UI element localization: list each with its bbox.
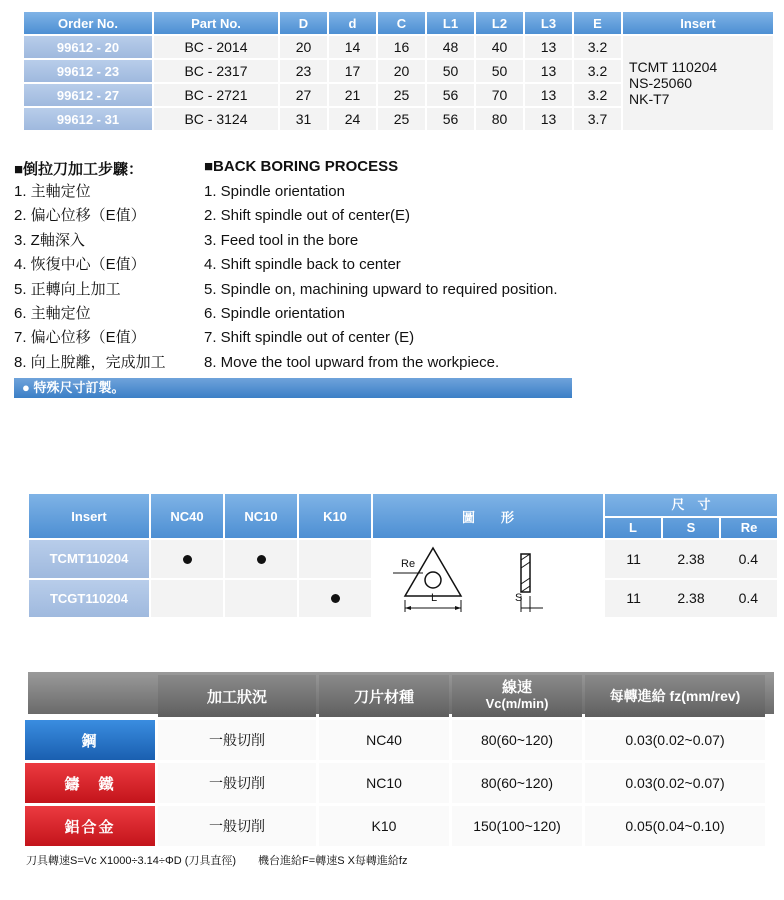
parts-table xyxy=(22,10,775,132)
figure-label-re: Re xyxy=(401,558,416,570)
header-part-no: Part No. xyxy=(154,12,278,34)
step-en: 7. Shift spindle out of center (E) xyxy=(204,329,415,347)
step-zh: 7. 偏心位移（E值） xyxy=(14,329,146,347)
process-title-en: ■BACK BORING PROCESS xyxy=(204,158,399,175)
material-steel: 鋼 xyxy=(25,720,155,760)
cell-L1: 48 xyxy=(427,36,474,58)
cell-feed: 0.05(0.04~0.10) xyxy=(585,806,765,846)
header-L2: L2 xyxy=(476,12,523,34)
insert-line: NS-25060 xyxy=(629,75,693,91)
cell-D: 27 xyxy=(280,84,327,106)
order-no: 99612 - 27 xyxy=(24,84,152,106)
part-no: BC - 2317 xyxy=(154,60,278,82)
cell-grade: K10 xyxy=(319,806,449,846)
order-no: 99612 - 20 xyxy=(24,36,152,58)
speed-label: 線速 xyxy=(501,679,532,696)
cell-d: 21 xyxy=(329,84,376,106)
header-feed: 每轉進給 fz(mm/rev) xyxy=(585,675,765,717)
cell-condition: 一般切削 xyxy=(158,806,316,846)
process-title-zh: ■倒拉刀加工步驟： xyxy=(14,161,144,178)
step-en: 6. Spindle orientation xyxy=(204,304,345,322)
cell-E: 3.2 xyxy=(574,60,621,82)
dimensions-title: 尺 寸 xyxy=(671,497,711,512)
header-insert: Insert xyxy=(623,12,773,34)
dim-header-Re: Re xyxy=(740,520,758,535)
available-dot-icon xyxy=(183,555,192,564)
insert-name: TCGT110204 xyxy=(29,580,149,618)
available-dot-icon xyxy=(331,594,340,603)
material-aluminum-alloy: 鋁合金 xyxy=(25,806,155,846)
cell-condition: 一般切削 xyxy=(158,763,316,803)
custom-size-note: ● 特殊尺寸訂製。 xyxy=(22,380,125,395)
cell-nc10 xyxy=(225,540,297,578)
cell-L2: 40 xyxy=(476,36,523,58)
header-L1: L1 xyxy=(427,12,474,34)
table-row xyxy=(25,806,765,846)
header-dimensions xyxy=(605,494,777,538)
material-cast-iron: 鑄 鐵 xyxy=(25,763,155,803)
formula-note: 刀具轉速S=Vc X1000÷3.14÷ΦD (刀具直徑) 機台進給F=轉速S X每轉進給fz xyxy=(26,855,408,867)
order-no: 99612 - 23 xyxy=(24,60,152,82)
cell-L2: 80 xyxy=(476,108,523,130)
dimension-cells xyxy=(605,540,777,578)
cell-Re: 0.4 xyxy=(738,590,759,607)
cell-E: 3.2 xyxy=(574,84,621,106)
step-en: 5. Spindle on, machining upward to required position. xyxy=(204,280,558,298)
cell-L1: 56 xyxy=(427,108,474,130)
cell-nc10 xyxy=(225,580,297,618)
cell-k10 xyxy=(299,540,371,578)
header-order-no: Order No. xyxy=(24,12,152,34)
cell-C: 20 xyxy=(378,60,425,82)
step-zh: 5. 正轉向上加工 xyxy=(14,280,121,298)
step-en: 1. Spindle orientation xyxy=(204,183,345,200)
header-nc40: NC40 xyxy=(151,494,223,538)
custom-size-note-bar xyxy=(14,378,572,398)
insert-line: TCMT 110204 xyxy=(629,59,718,75)
table-row xyxy=(25,763,765,803)
step-en: 3. Feed tool in the bore xyxy=(204,231,359,249)
cell-D: 20 xyxy=(280,36,327,58)
dim-header-S: S xyxy=(663,518,721,538)
cell-S: 2.38 xyxy=(677,590,705,607)
table-row xyxy=(24,36,773,58)
insert-figure xyxy=(373,540,603,617)
cell-grade: NC10 xyxy=(319,763,449,803)
header-d: d xyxy=(329,12,376,34)
header-nc10: NC10 xyxy=(225,494,297,538)
cell-grade: NC40 xyxy=(319,720,449,760)
cell-L: 11 xyxy=(626,590,641,607)
cell-E: 3.7 xyxy=(574,108,621,130)
step-en: 8. Move the tool upward from the workpiece. xyxy=(204,353,500,371)
cell-nc40 xyxy=(151,540,223,578)
part-no: BC - 2014 xyxy=(154,36,278,58)
cell-C: 16 xyxy=(378,36,425,58)
insert-line: NK-T7 xyxy=(629,91,670,107)
cell-nc40 xyxy=(151,580,223,618)
order-no: 99612 - 31 xyxy=(24,108,152,130)
cell-C: 25 xyxy=(378,108,425,130)
insert-name: TCMT110204 xyxy=(29,540,149,578)
cell-S: 2.38 xyxy=(677,550,705,567)
corner-cell xyxy=(25,675,155,717)
cell-L2: 70 xyxy=(476,84,523,106)
process-steps-en xyxy=(204,180,558,375)
cell-L3: 13 xyxy=(525,36,572,58)
cell-d: 14 xyxy=(329,36,376,58)
step-zh: 1. 主軸定位 xyxy=(14,183,91,200)
dimension-cells xyxy=(605,580,777,618)
cell-k10 xyxy=(299,580,371,618)
step-zh: 8. 向上脫離，完成加工 xyxy=(14,353,166,371)
step-zh: 4. 恢復中心（E值） xyxy=(14,256,146,274)
table-row xyxy=(25,720,765,760)
step-en: 4. Shift spindle back to center xyxy=(204,256,401,274)
cell-feed: 0.03(0.02~0.07) xyxy=(585,720,765,760)
cutting-table xyxy=(22,672,768,849)
cell-feed: 0.03(0.02~0.07) xyxy=(585,763,765,803)
header-L3: L3 xyxy=(525,12,572,34)
table-row xyxy=(29,540,777,578)
step-zh: 3. Z軸深入 xyxy=(14,231,85,249)
figure-label-s: S xyxy=(515,592,523,604)
header-D: D xyxy=(280,12,327,34)
figure-label-l: L xyxy=(431,592,438,604)
insert-table xyxy=(27,492,779,619)
cell-speed: 80(60~120) xyxy=(452,720,582,760)
cell-D: 23 xyxy=(280,60,327,82)
cell-d: 24 xyxy=(329,108,376,130)
insert-drawing-icon xyxy=(373,540,603,614)
dim-header-L: L xyxy=(605,518,663,538)
cell-L3: 13 xyxy=(525,108,572,130)
cell-L3: 13 xyxy=(525,84,572,106)
cell-d: 17 xyxy=(329,60,376,82)
cell-E: 3.2 xyxy=(574,36,621,58)
cell-speed: 150(100~120) xyxy=(452,806,582,846)
cell-Re: 0.4 xyxy=(738,550,759,567)
cell-L: 11 xyxy=(626,550,641,567)
insert-cell xyxy=(623,36,773,130)
part-no: BC - 2721 xyxy=(154,84,278,106)
cell-C: 25 xyxy=(378,84,425,106)
available-dot-icon xyxy=(257,555,266,564)
header-grade: 刀片材種 xyxy=(319,675,449,717)
header-figure: 圖 形 xyxy=(373,494,603,538)
process-steps-zh xyxy=(14,180,166,375)
header-k10: K10 xyxy=(299,494,371,538)
part-no: BC - 3124 xyxy=(154,108,278,130)
header-speed xyxy=(452,675,582,717)
header-E: E xyxy=(574,12,621,34)
cell-condition: 一般切削 xyxy=(158,720,316,760)
cell-L2: 50 xyxy=(476,60,523,82)
cell-speed: 80(60~120) xyxy=(452,763,582,803)
cell-L1: 56 xyxy=(427,84,474,106)
step-zh: 2. 偏心位移（E值） xyxy=(14,207,146,225)
cell-L1: 50 xyxy=(427,60,474,82)
cell-L3: 13 xyxy=(525,60,572,82)
header-insert: Insert xyxy=(29,494,149,538)
step-en: 2. Shift spindle out of center(E) xyxy=(204,207,410,225)
header-C: C xyxy=(378,12,425,34)
header-condition: 加工狀況 xyxy=(158,675,316,717)
step-zh: 6. 主軸定位 xyxy=(14,304,91,322)
cell-D: 31 xyxy=(280,108,327,130)
speed-unit: Vc(m/min) xyxy=(485,696,549,711)
